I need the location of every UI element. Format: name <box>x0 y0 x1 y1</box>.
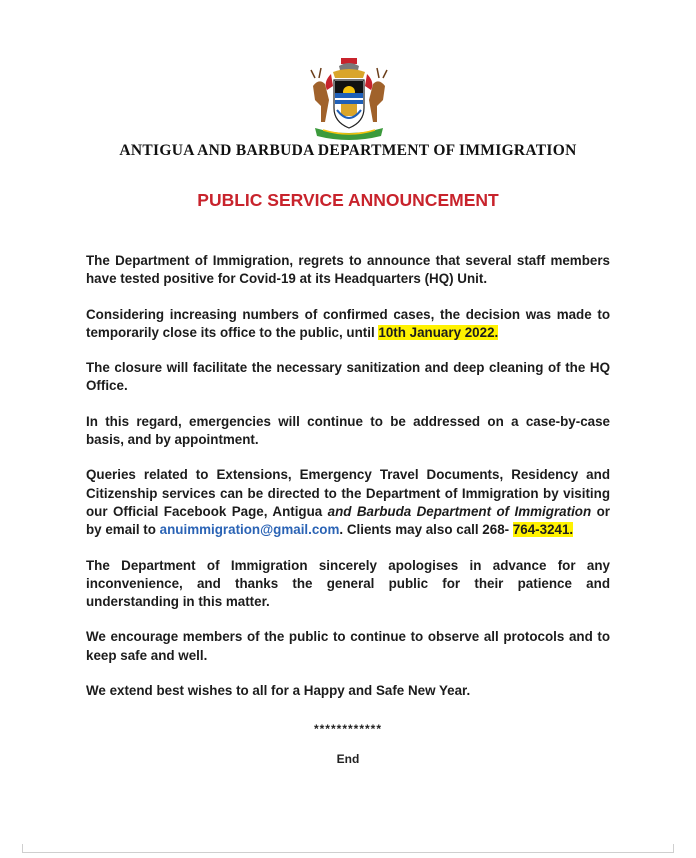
paragraph-new-year: We extend best wishes to all for a Happy and Safe New Year. <box>86 683 471 699</box>
paragraph-sanitization: The closure will facilitate the necessary sanitization and deep cleaning of the HQ Office. <box>86 360 610 394</box>
separator-asterisks: ************ <box>313 722 383 736</box>
phone-number-highlight: 764-3241. <box>512 522 574 538</box>
paragraph-queries: Queries related to Extensions, Emergency Travel Documents, Residency and Citizenship services can be directed to the Department of Immigration by visiting our Official Facebook Page, Antigua and Barbuda Department of Immigration or by email to anuimmigration@gmail.com. Clients may also call 268- 764-3241. <box>86 467 610 538</box>
paragraph-apology: The Department of Immigration sincerely apologises in advance for any inconvenience, and thanks the general public for their patience and understanding in this matter. <box>86 557 610 610</box>
department-title: ANTIGUA AND BARBUDA DEPARTMENT OF IMMIGRATION <box>119 142 577 159</box>
paragraph-staff-positive: The Department of Immigration, regrets to announce that several staff members have tested positive for Covid-19 at its Headquarters (HQ) Unit. <box>86 253 610 287</box>
paragraph-office-closure: Considering increasing numbers of confirmed cases, the decision was made to temporarily close its office to the public, until 10th January 2022. <box>86 306 610 340</box>
paragraph-emergencies: In this regard, emergencies will continue to be addressed on a case-by-case basis, and by appointment. <box>86 413 610 448</box>
facebook-page-name: and Barbuda Department of Immigration <box>327 503 592 519</box>
paragraph-protocols: We encourage members of the public to continue to observe all protocols and to keep safe and well. <box>86 629 610 663</box>
frame-edge-right <box>673 844 674 853</box>
email-link[interactable]: anuimmigration@gmail.com <box>159 522 340 538</box>
announcement-title: PUBLIC SERVICE ANNOUNCEMENT <box>197 190 499 210</box>
closure-date-highlight: 10th January 2022. <box>378 324 499 340</box>
end-label: End <box>336 752 360 766</box>
frame-edge-bottom <box>22 852 674 853</box>
announcement-body <box>86 252 610 717</box>
coat-of-arms-icon <box>303 56 395 142</box>
